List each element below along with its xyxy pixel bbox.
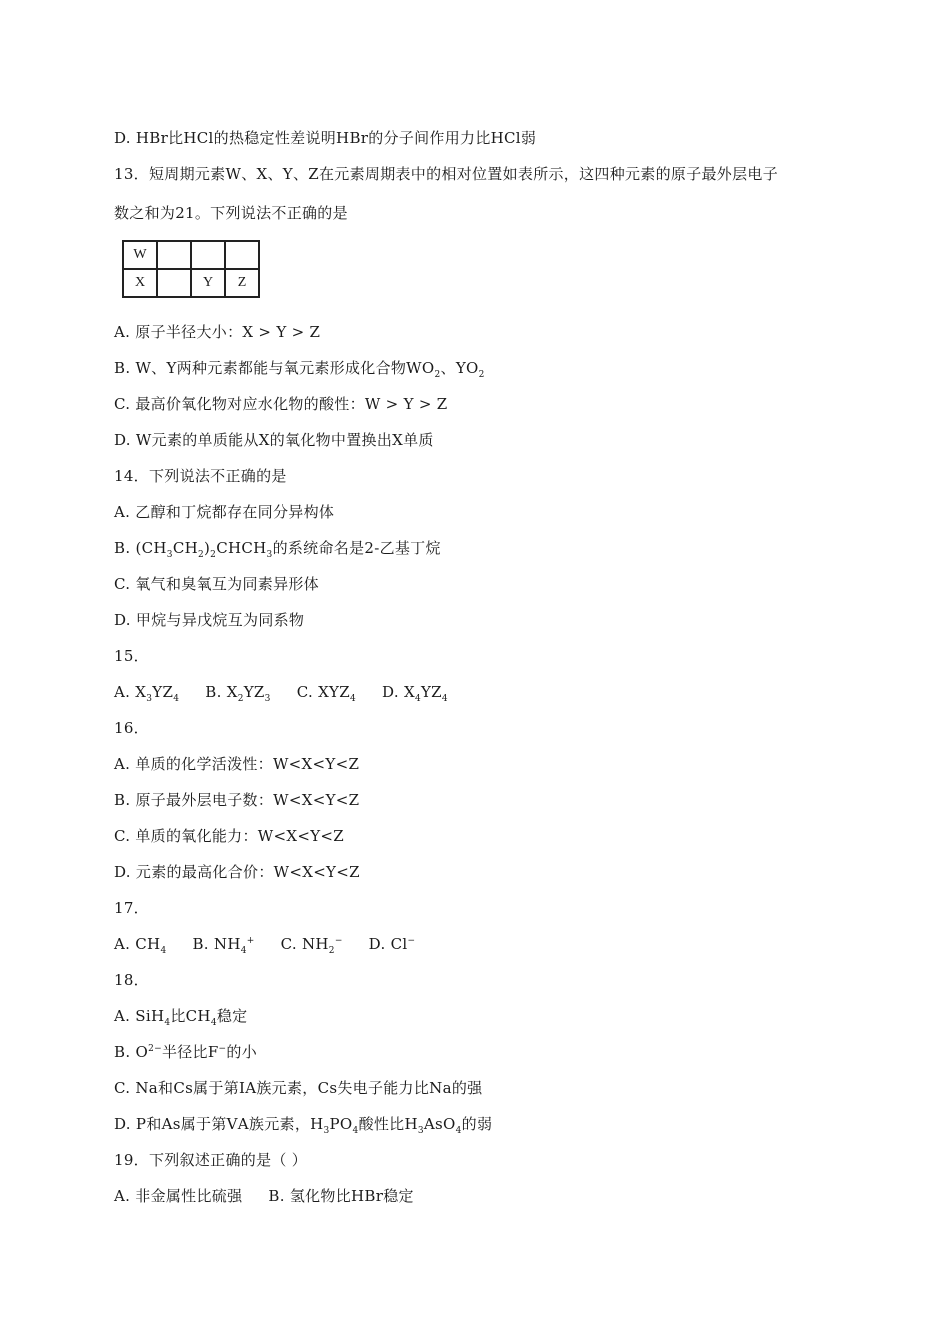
q18-stem: 18． (114, 971, 149, 989)
q15-options: A. $X_3YZ_4$ B. $X_2YZ_3$ C. $XYZ_4$ D. $X_4YZ_4$ (114, 683, 448, 704)
q13-option-c: C. 最高价氧化物对应水化物的酸性：W > Y > Z (114, 395, 448, 413)
cell-empty (157, 269, 191, 297)
q13-option-d: D. W元素的单质能从X的氧化物中置换出X单质 (114, 431, 434, 449)
q14-option-a: A. 乙醇和丁烷都存在同分异构体 (114, 503, 335, 521)
cell-z: Z (225, 269, 259, 297)
q18-option-b: B. $O^{2-}$半径比F−的小 (114, 1043, 257, 1061)
q14-option-b: B. $(CH_3CH_2)_2CHCH_3$的系统命名是2-乙基丁烷 (114, 539, 441, 560)
q19-stem: 19．下列叙述正确的是（ ） (114, 1151, 308, 1169)
q18-option-c: C. Na和Cs属于第ⅠA族元素，Cs失电子能力比Na的强 (114, 1079, 483, 1097)
periodic-position-table (122, 240, 260, 298)
q16-option-b: B. 原子最外层电子数：W<X<Y<Z (114, 791, 360, 809)
cell-y: Y (191, 269, 225, 297)
q18-option-a: A. SiH$_4$比$CH_4$稳定 (114, 1007, 248, 1028)
q16-option-d: D. 元素的最高化合价：W<X<Y<Z (114, 863, 360, 881)
q13-option-b: B. W、Y两种元素都能与氧元素形成化合物$WO_2$、$YO_2$ (114, 359, 485, 380)
q13-option-a: A. 原子半径大小：X > Y > Z (114, 323, 321, 341)
q18-option-d: D. P和As属于第ⅤA族元素，$H_3PO_4$酸性比$H_3AsO_4$的弱 (114, 1115, 493, 1136)
q17-options: A. $CH_4$ B. $NH_4^+$ C. $NH_2^-$ D. Cl− (114, 935, 416, 956)
q12-option-d: D. HBr比HCl的热稳定性差说明HBr的分子间作用力比HCl弱 (114, 129, 537, 147)
q14-option-d: D. 甲烷与异戊烷互为同系物 (114, 611, 305, 629)
q14-stem: 14．下列说法不正确的是 (114, 467, 287, 485)
cell-empty (157, 241, 191, 269)
q16-option-a: A. 单质的化学活泼性：W<X<Y<Z (114, 755, 360, 773)
q16-option-c: C. 单质的氧化能力：W<X<Y<Z (114, 827, 345, 845)
q13-stem: 13．短周期元素W、X、Y、Z在元素周期表中的相对位置如表所示，这四种元素的原子最外层电子 (114, 165, 779, 183)
cell-x: X (123, 269, 157, 297)
cell-empty (225, 241, 259, 269)
cell-empty (191, 241, 225, 269)
cell-w: W (123, 241, 157, 269)
q19-options: A. 非金属性比硫强 B. 氢化物比HBr稳定 (114, 1187, 414, 1205)
q14-option-c: C. 氧气和臭氧互为同素异形体 (114, 575, 319, 593)
q13-stem-cont: 数之和为21。下列说法不正确的是 (114, 204, 348, 222)
q17-stem: 17． (114, 899, 149, 917)
q16-stem: 16． (114, 719, 149, 737)
q15-stem: 15． (114, 647, 149, 665)
